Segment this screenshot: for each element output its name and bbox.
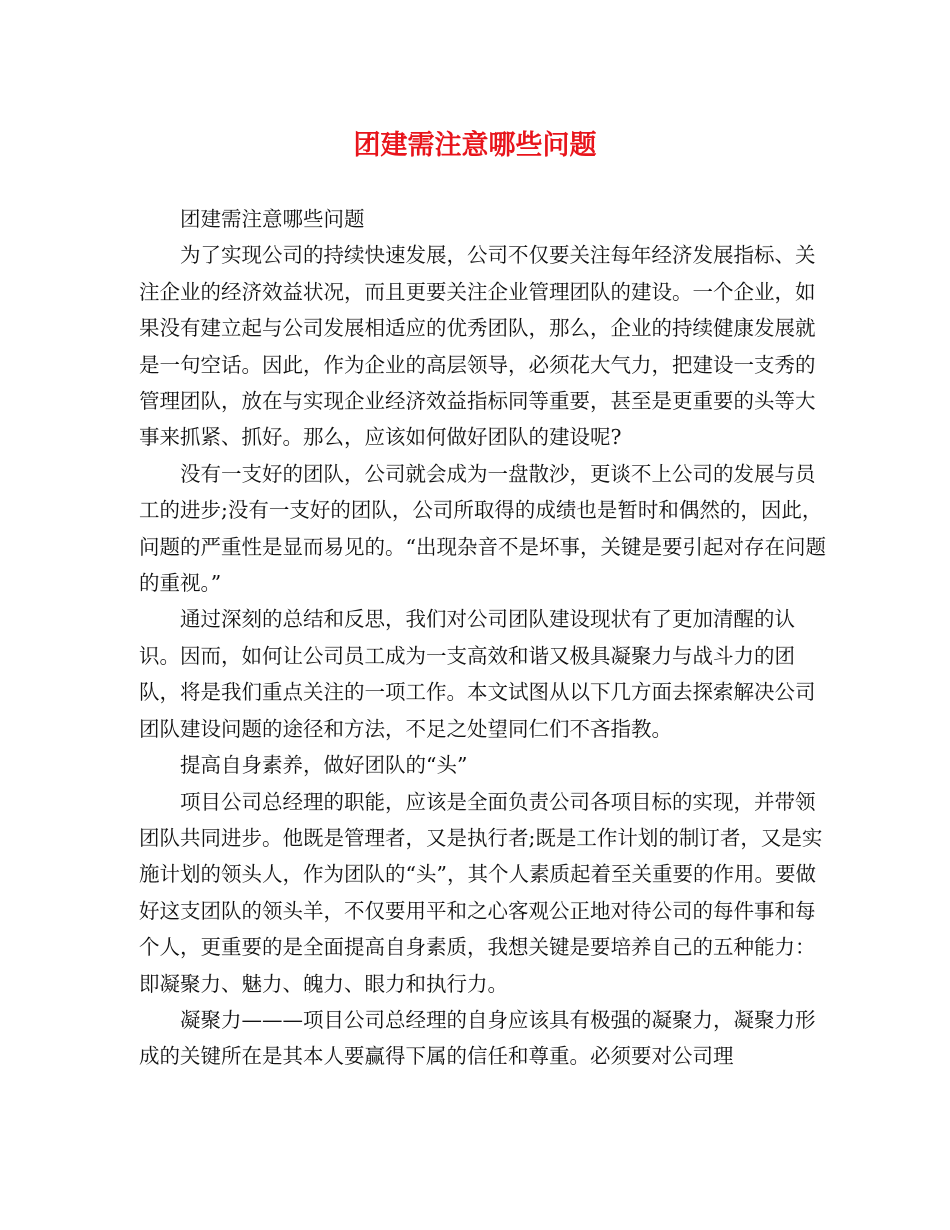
paragraph-heading: 团建需注意哪些问题: [180, 207, 365, 231]
paragraph: 凝聚力———项目公司总经理的自身应该具有极强的凝聚力，凝聚力形成的关键所在是其本人要赢得下属的信任和尊重。必须要对公司理: [139, 1007, 816, 1069]
paragraph: 没有一支好的团队，公司就会成为一盘散沙，更谈不上公司的发展与员工的进步;没有一支好的团队，公司所取得的成绩也是暂时和偶然的，因此，问题的严重性是显而易见的。“出现杂音不是坏事，关键是要引起对存在问题的重视。”: [139, 461, 826, 596]
section-heading: 提高自身素养，做好团队的“头”: [180, 753, 468, 778]
paragraph: 通过深刻的总结和反思，我们对公司团队建设现状有了更加清醒的认识。因而，如何让公司员工成为一支高效和谐又极具凝聚力与战斗力的团队，将是我们重点关注的一项工作。本文试图从以下几方面去探索解决公司团队建设问题的途径和方法，不足之处望同仁们不吝指教。: [139, 607, 816, 741]
document-body: [139, 201, 829, 1075]
document-title: 团建需注意哪些问题: [353, 130, 597, 161]
paragraph: 为了实现公司的持续快速发展，公司不仅要关注每年经济发展指标、关注企业的经济效益状况，而且更要关注企业管理团队的建设。一个企业，如果没有建立起与公司发展相适应的优秀团队，那么，企业的持续健康发展就是一句空话。因此，作为企业的高层领导，必须花大气力，把建设一支秀的管理团队，放在与实现企业经济效益指标同等重要，甚至是更重要的头等大事来抓紧、抓好。那么，应该如何做好团队的建设呢?: [139, 243, 816, 450]
paragraph: 项目公司总经理的职能，应该是全面负责公司各项目标的实现，并带领团队共同进步。他既是管理者，又是执行者;既是工作计划的制订者，又是实施计划的领头人，作为团队的“头”，其个人素质起着至关重要的作用。要做好这支团队的领头羊，不仅要用平和之心客观公正地对待公司的每件事和每个人，更重要的是全面提高自身素质，我想关键是要培养自己的五种能力：即凝聚力、魅力、魄力、眼力和执行力。: [139, 789, 823, 996]
